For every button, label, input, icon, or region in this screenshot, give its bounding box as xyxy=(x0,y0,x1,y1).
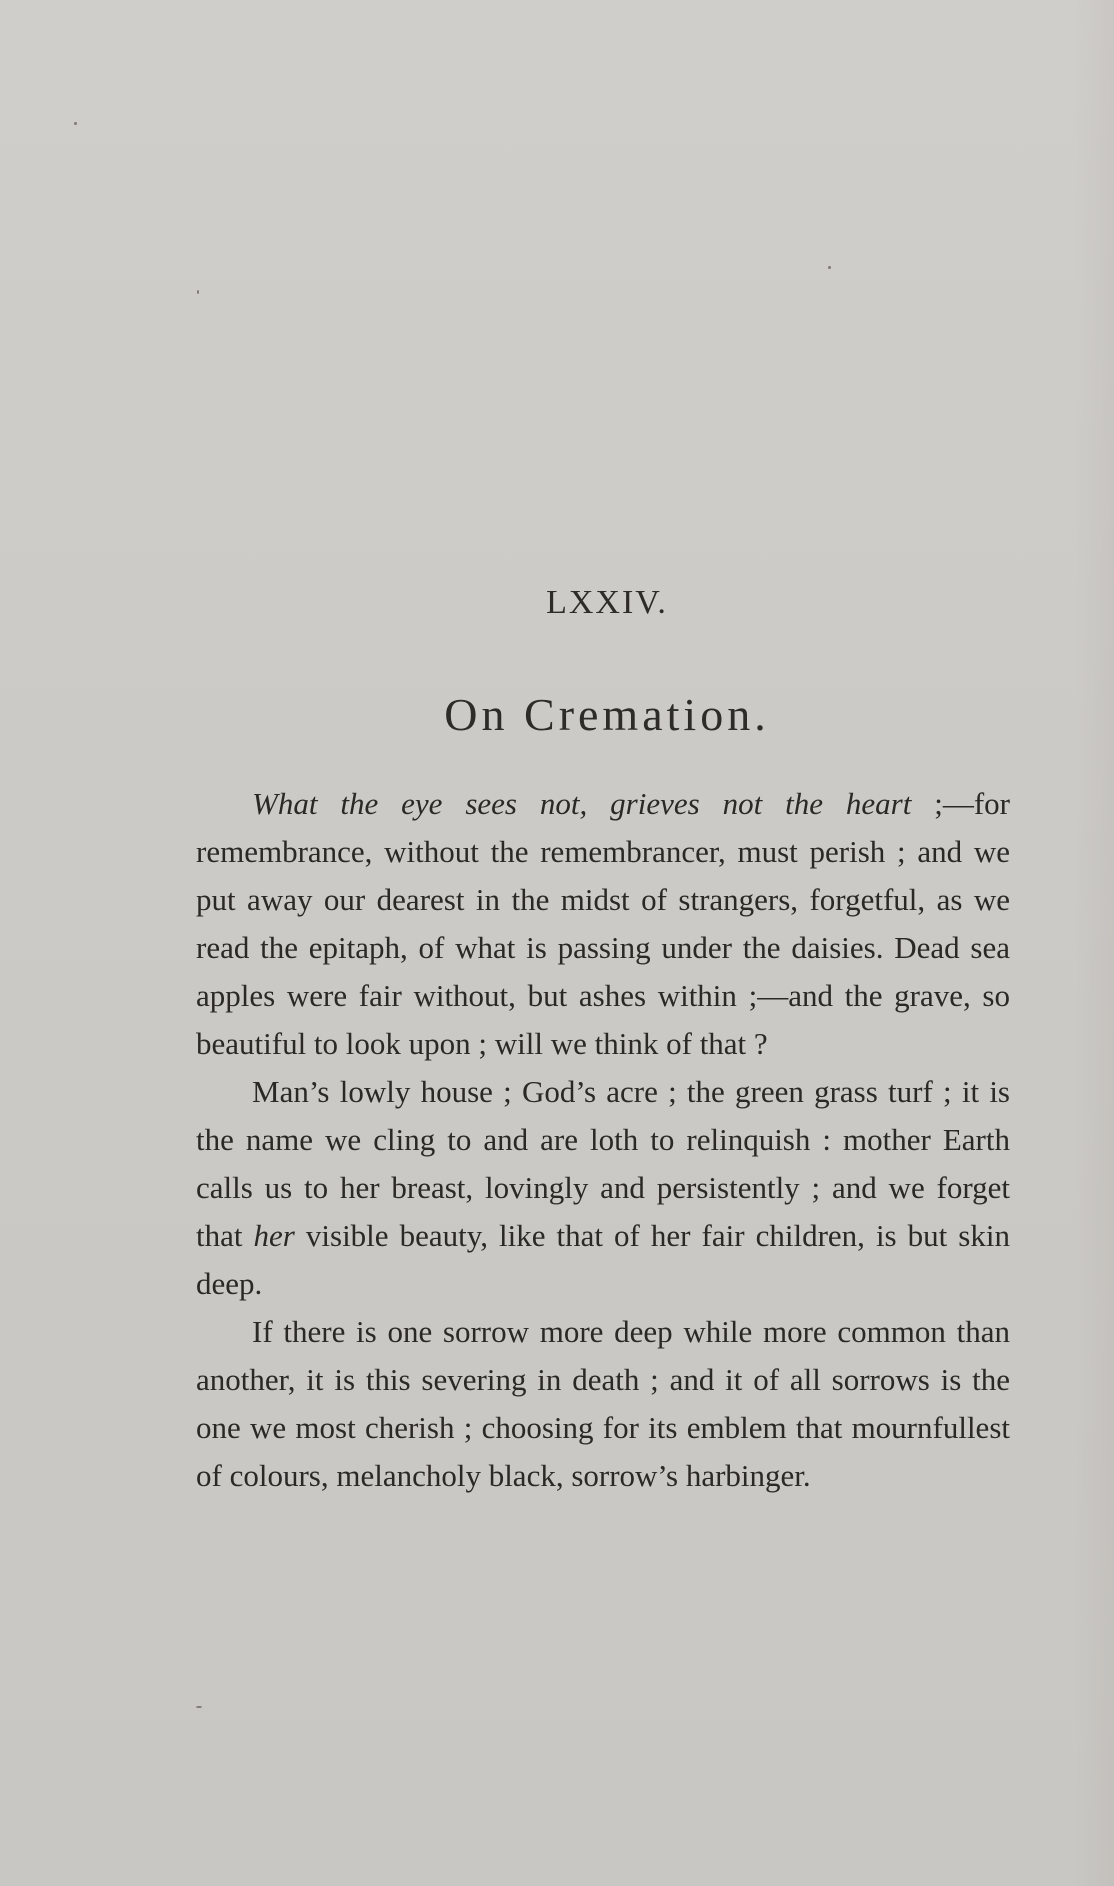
paragraph-3-text: If there is one sorrow more deep while more common than another, it is this severing in death ; and it of all sorrows is the one we most cherish ; choosing for its emblem that mournfullest of colours, melancholy black, sorrow’s harbinger. xyxy=(196,1314,1010,1493)
italic-word: her xyxy=(253,1218,295,1253)
paragraph-1-text: ;—for remembrance, without the remembrancer, must perish ; and we put away our dearest in the midst of strangers, forgetful, as we read the epitaph, of what is passing under the daisies. Dead sea apples were fair without, but ashes within ;—and the grave, so beautiful to look upon ; will we think of that ? xyxy=(196,786,1010,1061)
paragraph-2-text-a: Man’s lowly house ; God’s acre ; the green grass turf ; it is the name we cling to and are loth to relinquish : mother Earth calls us to her breast, lovingly and persistently ; and we forget that xyxy=(196,1074,1010,1253)
paragraph-3 xyxy=(196,1308,1010,1500)
chapter-number: LXXIV. xyxy=(546,584,668,621)
body-text xyxy=(196,780,1010,1500)
paper-speck xyxy=(74,122,77,125)
paper-speck xyxy=(196,1706,202,1708)
paper-speck xyxy=(828,266,831,269)
paragraph-1 xyxy=(196,780,1010,1068)
paper-speck xyxy=(197,290,199,294)
paragraph-2 xyxy=(196,1068,1010,1308)
paragraph-2-text-b: visible beauty, like that of her fair children, is but skin deep. xyxy=(196,1218,1010,1301)
chapter-title: On Cremation. xyxy=(444,689,770,740)
italic-lead: What the eye sees not, grieves not the heart xyxy=(252,786,912,821)
